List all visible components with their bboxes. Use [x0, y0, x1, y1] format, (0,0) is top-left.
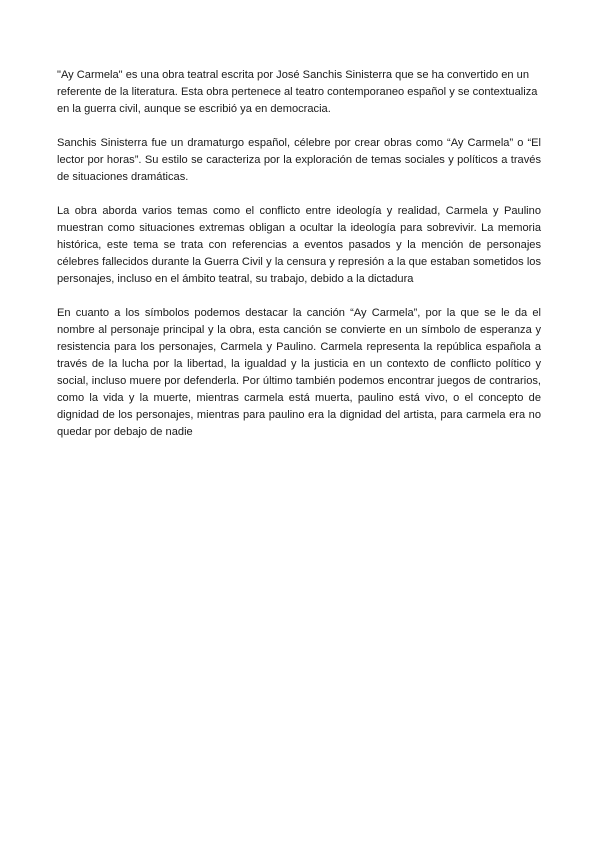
- paragraph-themes: La obra aborda varios temas como el conflicto entre ideología y realidad, Carmela y Paulino muestran como situaciones extremas obligan a ocultar la ideología para sobrevivir. La memoria histórica, este tema se trata con referencias a eventos pasados y la mención de personajes célebres fallecidos durante la Guerra Civil y la censura y represión a la que estaban sometidos los personajes, incluso en el ámbito teatral, su trabajo, debido a la dictadura: [57, 205, 541, 285]
- paragraph-intro: "Ay Carmela" es una obra teatral escrita por José Sanchis Sinisterra que se ha convertido en un referente de la literatura. Esta obra pertenece al teatro contemporaneo español y se contextualiza en la guerra civil, aunque se escribió ya en democracia.: [57, 69, 538, 115]
- paragraph-symbols: En cuanto a los símbolos podemos destacar la canción “Ay Carmela”, por la que se le da el nombre al personaje principal y la obra, esta canción se convierte en un símbolo de esperanza y resistencia para los personajes, Carmela y Paulino. Carmela representa la república española a través de la lucha por la libertad, la igualdad y la justicia en un contexto de conflicto político y social, incluso muere por defenderla. Por último también podemos encontrar juegos de contrarios, como la vida y la muerte, mientras carmela está muerta, paulino está vivo, o el concepto de dignidad de los personajes, mientras para paulino era la dignidad del artista, para carmela era no quedar por debajo de nadie: [57, 307, 541, 438]
- document-body: [57, 67, 541, 458]
- paragraph-author: Sanchis Sinisterra fue un dramaturgo español, célebre por crear obras como “Ay Carmela” o “El lector por horas”. Su estilo se caracteriza por la exploración de temas sociales y políticos a través de situaciones dramáticas.: [57, 137, 541, 183]
